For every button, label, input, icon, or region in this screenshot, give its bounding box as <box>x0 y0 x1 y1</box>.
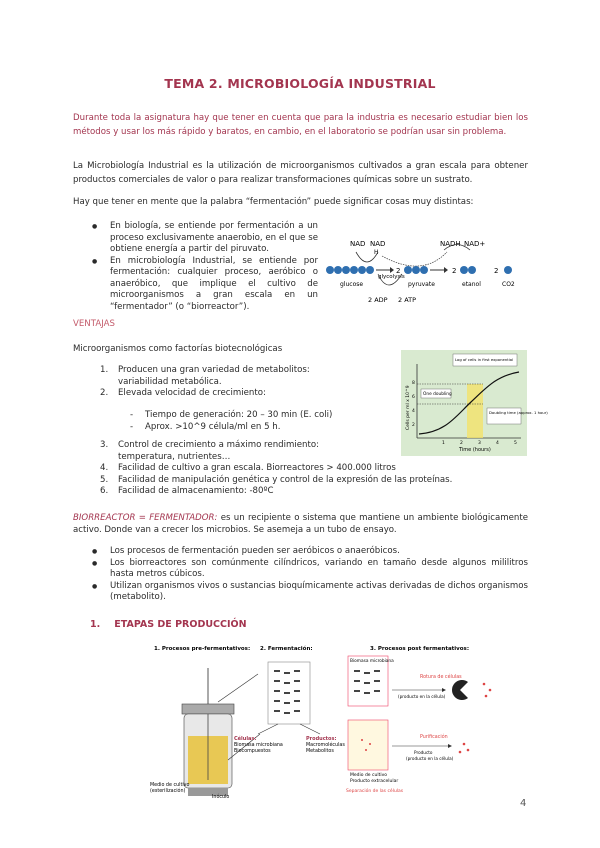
co2-label: CO2 <box>502 281 515 288</box>
co2-count: 2 <box>494 267 499 275</box>
medium-label-1: Medio de cultivo <box>350 773 388 778</box>
fermentation-pathway-diagram <box>322 234 532 306</box>
stage3-label: 3. Procesos post fermentativos: <box>370 646 470 652</box>
glycolysis-label: glycolysis <box>378 274 405 280</box>
nad-label-2: NAD <box>370 240 386 248</box>
glucose-molecules <box>326 266 374 274</box>
sterilization-label: (esterilización) <box>150 789 186 794</box>
x-tick: 1 <box>442 441 445 446</box>
list-item: - Aprox. >10^9 célula/ml en 5 h. <box>130 422 370 434</box>
pyruvate-count: 2 <box>396 267 401 275</box>
intro-paragraph: Durante toda la asignatura hay que tener en cuenta que para la industria es necesario estudiar bien los métodos y usar los más rápido y baratos, en cambio, en el laboratorio se podrían usar sin problema. <box>73 113 528 137</box>
list-item: - Tiempo de generación: 20 – 30 min (E. coli) <box>130 410 370 422</box>
medium-label-2: Producto extracelular <box>350 779 399 784</box>
purified-dots <box>459 743 470 754</box>
page-title: TEMA 2. MICROBIOLOGÍA INDUSTRIAL <box>164 76 436 91</box>
y-axis-label: Cells per ml x 10^9 <box>406 385 411 430</box>
list-item: 2. Elevada velocidad de crecimiento: <box>100 388 266 398</box>
doubling-highlight <box>467 384 483 438</box>
cells-title: Células: <box>234 736 257 742</box>
ethanol-label: etanol <box>462 281 481 288</box>
nadh-label: NADH <box>440 240 461 248</box>
list-item: 4. Facilidad de cultivo a gran escala. Biorreactores > 400.000 litros <box>100 463 396 473</box>
adp-label: 2 ADP <box>368 296 388 304</box>
nad-h-label: H <box>374 249 379 256</box>
x-tick: 3 <box>478 441 481 446</box>
ethanol-molecules <box>460 266 476 274</box>
list-item: ● Utilizan organismos vivos o sustancias bioquímicamente activas derivadas de dichos organismos (metabolito). <box>88 581 528 604</box>
advantages-list-b <box>100 440 358 463</box>
fermentation-note: Hay que tener en mente que la palabra “fermentación” puede significar cosas muy distintas: <box>73 197 474 207</box>
page-number: 4 <box>520 798 527 809</box>
rupture-sub: (producto en la célula) <box>398 694 446 699</box>
one-doubling-label: One doubling <box>423 392 452 397</box>
product-label: Producto <box>414 750 433 755</box>
cells-line-1: Biomasa microbiana <box>234 743 283 748</box>
production-stages-diagram <box>148 640 508 804</box>
top-note-label: Log of cells in first exponential <box>455 357 514 362</box>
list-item: 3. Control de crecimiento a máximo rendimiento: temperatura, nutrientes… <box>100 440 319 462</box>
atp-label: 2 ATP <box>398 296 417 304</box>
rupture-title: Rotura de células <box>420 675 462 680</box>
nad-label-1: NAD <box>350 240 366 248</box>
x-tick: 5 <box>514 441 517 446</box>
product-dots <box>483 683 492 698</box>
stage1-label: 1. Procesos pre-fermentativos: <box>154 646 251 652</box>
advantages-list-a <box>100 365 358 400</box>
arrow-to-fermentation <box>218 674 258 702</box>
list-item: 1. Producen una gran variedad de metabolitos: variabilidad metabólica. <box>100 365 310 387</box>
growth-sublist <box>130 410 370 433</box>
medium-box <box>348 720 388 770</box>
definition-paragraph: La Microbiología Industrial es la utilización de microorganismos cultivados a gran escala para obtener productos comerciales de valor o para realizar transformaciones químicas sobre un sustrato. <box>73 161 528 185</box>
bioreactor-list <box>88 546 528 604</box>
x-tick: 4 <box>496 441 499 446</box>
section-heading: 1. ETAPAS DE PRODUCCIÓN <box>90 619 247 630</box>
bioreactor-definition: es un recipiente o sistema que mantiene un ambiente biológicamente activo. Donde van a crecer los microbios. Se asemeja a un tubo de ensayo. <box>73 513 528 535</box>
x-tick: 2 <box>460 441 463 446</box>
y-tick: 4 <box>412 409 415 414</box>
bioreactor-term: BIORREACTOR = FERMENTADOR: <box>73 513 218 523</box>
purification-title: Purificación <box>420 735 448 740</box>
y-tick: 2 <box>412 423 415 428</box>
doubling-time-label: Doubling time (approx. 1 hour) <box>489 410 548 415</box>
y-tick: 8 <box>412 381 415 386</box>
inoculum-label: Inóculo <box>212 795 230 800</box>
ethanol-count: 2 <box>452 267 457 275</box>
ventajas-heading: VENTAJAS <box>73 319 115 329</box>
advantages-list-c <box>100 463 498 498</box>
y-tick: 6 <box>412 395 415 400</box>
glucose-label: glucose <box>340 281 364 288</box>
list-item: ● Los biorreactores son comúnmente cilíndricos, variando en tamaño desde algunos mililitros hasta metros cúbicos. <box>88 558 528 581</box>
stage2-label: 2. Fermentación: <box>260 646 313 652</box>
bioreactor-illustration <box>182 668 234 796</box>
fermentation-list <box>88 221 318 313</box>
regeneration-arc <box>382 252 447 266</box>
purification-sub: (producto en la célula) <box>406 756 454 761</box>
cells-line-2: Biocompuestos <box>234 749 271 754</box>
x-axis-label: Time (hours) <box>459 447 491 453</box>
growth-curve-chart <box>401 350 548 456</box>
products-title: Productos: <box>306 736 337 742</box>
separation-label: Separación de las células <box>346 789 404 794</box>
pyruvate-molecules <box>404 266 428 274</box>
factories-line: Microorganismos como factorías biotecnológicas <box>73 344 283 354</box>
co2-molecule <box>504 266 512 274</box>
list-item: ● En microbiología Industrial, se entiende por fermentación: cualquier proceso, aeróbico o anaeróbico, que implique el cultivo de microorganismos a gran escala en un “fermentador” (o “biorreactor”). <box>88 256 318 314</box>
list-item: 6. Facilidad de almacenamiento: -80ºC <box>100 486 274 496</box>
list-item: ● Los procesos de fermentación pueden ser aeróbicos o anaeróbicos. <box>88 546 528 558</box>
culture-medium-label: Medio de cultivo <box>150 783 190 788</box>
list-item: 5. Facilidad de manipulación genética y control de la expresión de las proteínas. <box>100 474 453 485</box>
pacman-icon <box>452 680 468 700</box>
products-line-1: Macromoléculas <box>306 743 345 748</box>
products-line-2: Metabolitos <box>306 749 334 754</box>
list-item: ● En biología, se entiende por fermentación a un proceso exclusivamente anaerobio, en el que se obtiene energía a partir del piruvato. <box>88 221 318 256</box>
biomass-label: Biomasa microbiana <box>350 659 394 664</box>
bioreactor-paragraph <box>73 512 528 536</box>
nad-plus-label: NAD+ <box>464 240 486 248</box>
pyruvate-label: pyruvate <box>408 281 435 288</box>
